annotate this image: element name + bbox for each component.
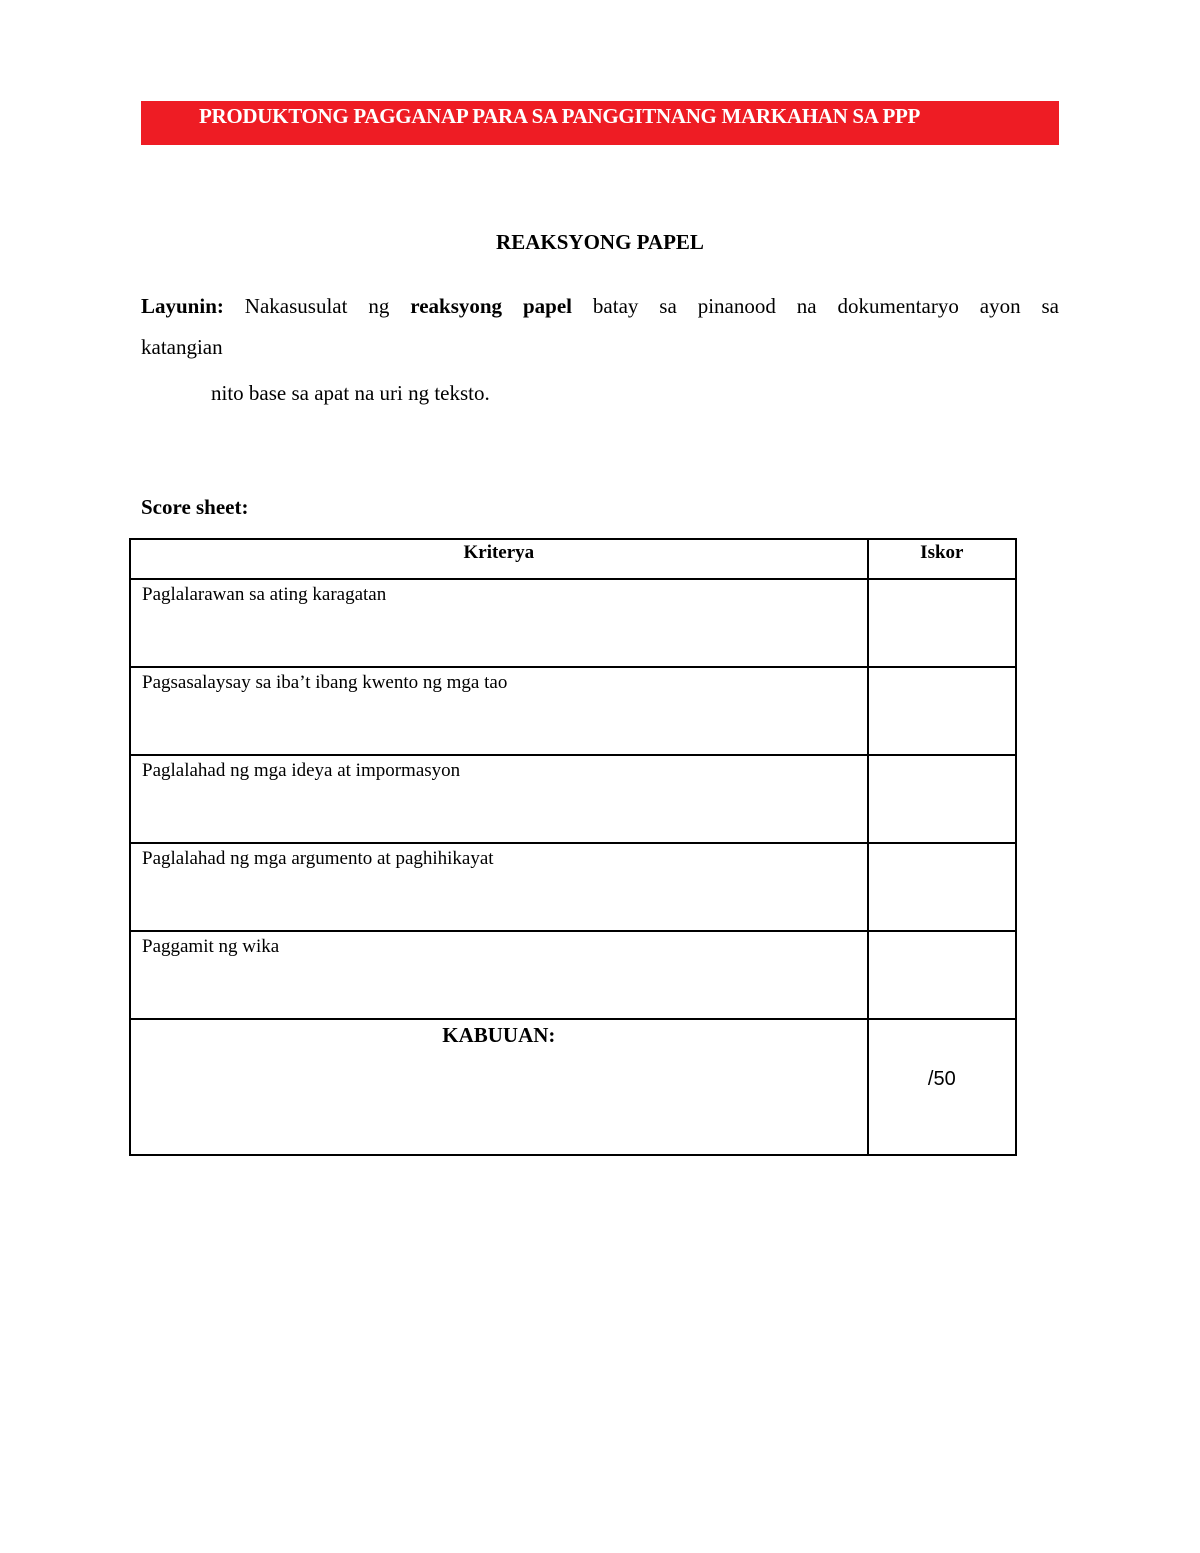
table-row (130, 755, 1016, 843)
objective-line-1 (141, 286, 1059, 327)
document-title: REAKSYONG PAPEL (496, 230, 704, 254)
objective-line-2: katangian (141, 335, 223, 359)
score-cell[interactable] (868, 755, 1016, 843)
criteria-header: Kriterya (130, 539, 868, 579)
objective-label: Layunin: (141, 294, 224, 318)
objective-text-after: batay sa pinanood na dokumentaryo ayon sa (572, 294, 1059, 318)
score-sheet-label: Score sheet: (141, 495, 249, 519)
score-cell[interactable] (868, 667, 1016, 755)
score-cell[interactable] (868, 843, 1016, 931)
objective-bold-phrase: reaksyong papel (410, 294, 572, 318)
score-cell[interactable] (868, 579, 1016, 667)
total-label: KABUUAN: (130, 1019, 868, 1155)
criteria-cell: Paggamit ng wika (130, 931, 868, 1019)
criteria-cell: Paglalahad ng mga argumento at paghihikayat (130, 843, 868, 931)
objective-line-3: nito base sa apat na uri ng teksto. (211, 381, 490, 405)
table-row (130, 931, 1016, 1019)
banner-text: PRODUKTONG PAGGANAP PARA SA PANGGITNANG MARKAHAN SA PPP (199, 104, 921, 128)
criteria-cell: Pagsasalaysay sa iba’t ibang kwento ng mga tao (130, 667, 868, 755)
title-banner (141, 101, 1059, 145)
criteria-cell: Paglalahad ng mga ideya at impormasyon (130, 755, 868, 843)
table-header-row (130, 539, 1016, 579)
score-cell[interactable] (868, 931, 1016, 1019)
table-row (130, 843, 1016, 931)
score-header: Iskor (868, 539, 1016, 579)
table-row (130, 667, 1016, 755)
criteria-cell: Paglalarawan sa ating karagatan (130, 579, 868, 667)
total-score[interactable]: /50 (868, 1019, 1016, 1155)
table-row (130, 579, 1016, 667)
objective-text-before: Nakasusulat ng (223, 294, 411, 318)
total-row (130, 1019, 1016, 1155)
objective-paragraph (141, 286, 1059, 368)
score-table (129, 538, 1017, 1156)
